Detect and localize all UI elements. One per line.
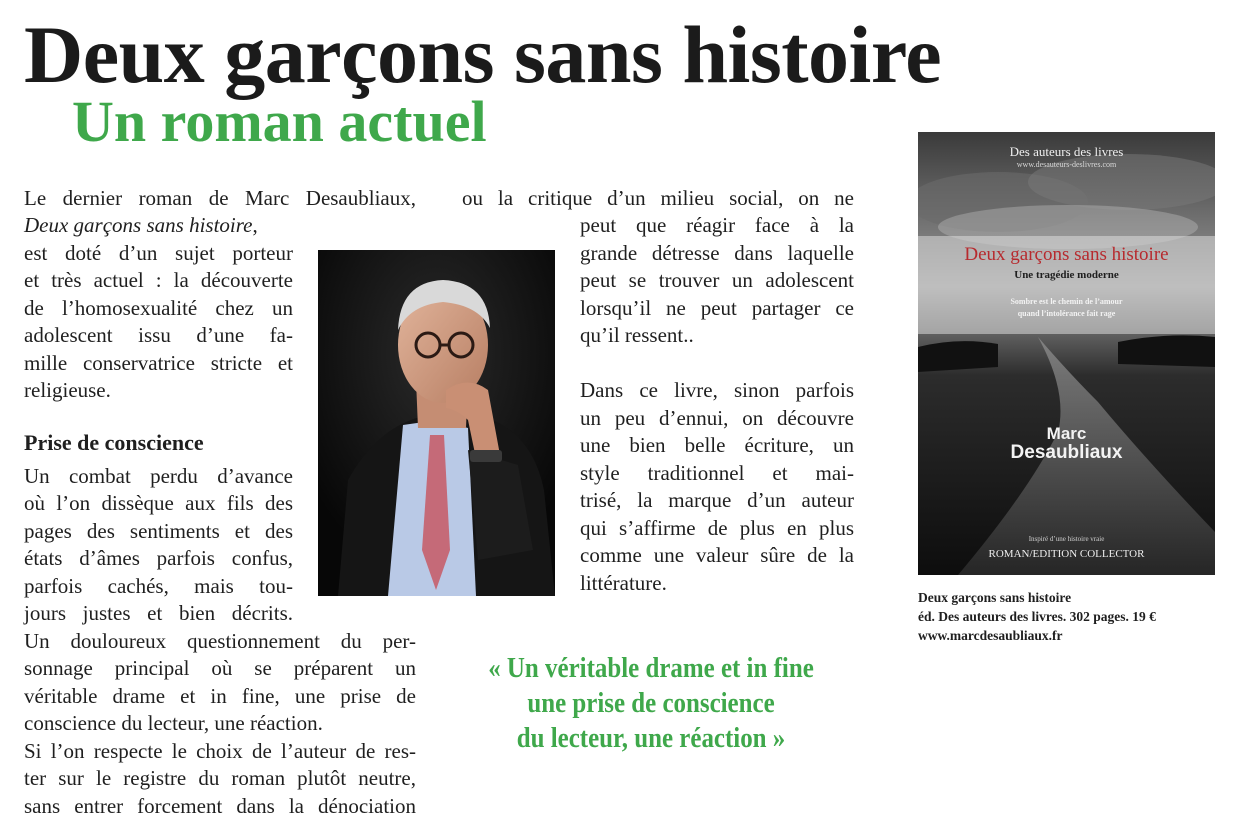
text-line: et très actuel : la découverte xyxy=(24,268,293,292)
text-line: comme une valeur sûre de la xyxy=(580,543,854,567)
text-line: qu’il ressent.. xyxy=(580,323,694,347)
text-line: style traditionnel et mai- xyxy=(580,461,854,485)
pull-quote-line: du lecteur, une réaction » xyxy=(516,722,786,754)
section-heading: Prise de conscience xyxy=(24,430,204,455)
book-cover xyxy=(918,132,1215,575)
cover-tagline: Sombre est le chemin de l’amour xyxy=(1010,297,1123,306)
text-line: trisé, la marque d’un auteur xyxy=(580,488,854,512)
cover-author-last: Desaubliaux xyxy=(1010,442,1123,463)
text-line: peut se trouver un adolescent xyxy=(580,268,854,292)
text-line: Un douloureux questionnement du per- xyxy=(24,629,416,653)
text-line: adolescent issu d’une fa- xyxy=(24,323,293,347)
text-line: qui s’affirme de plus en plus xyxy=(580,516,854,540)
text-line: une bien belle écriture, un xyxy=(580,433,854,457)
cover-subtitle: Une tragédie moderne xyxy=(1014,269,1119,281)
text-line: peut que réagir face à la xyxy=(580,213,854,237)
book-title-italic: Deux garçons sans histoire xyxy=(24,213,253,237)
cover-title: Deux garçons sans histoire xyxy=(964,244,1169,265)
text-line: de l’homosexualité chez un xyxy=(24,296,293,320)
text-line: est doté d’un sujet porteur xyxy=(24,241,293,265)
text-line: pages des sentiments et des xyxy=(24,519,293,543)
text-line: religieuse. xyxy=(24,378,111,402)
cover-publisher: Des auteurs des livres xyxy=(1009,144,1124,159)
cover-note: Inspiré d’une histoire vraie xyxy=(1028,535,1105,543)
cover-author-first: Marc xyxy=(1046,424,1087,443)
cover-collection: ROMAN/EDITION COLLECTOR xyxy=(988,548,1145,560)
text-line: Dans ce livre, sinon parfois xyxy=(580,378,854,402)
text-line: Le dernier roman de Marc Desaubliaux, xyxy=(24,186,416,210)
text-line: jours justes et bien décrits. xyxy=(24,601,293,625)
pull-quote-line: une prise de conscience xyxy=(527,687,775,719)
cover-tagline: quand l’intolérance fait rage xyxy=(1017,309,1116,318)
text-line: états d’âmes parfois confus, xyxy=(24,546,293,570)
text-line: Un combat perdu d’avance xyxy=(24,464,293,488)
caption-title: Deux garçons sans histoire xyxy=(918,590,1072,605)
pull-quote-line: « Un véritable drame et in fine xyxy=(488,652,814,684)
text-line xyxy=(24,212,294,239)
text-line: sans entrer forcement dans la dénociation xyxy=(24,794,416,818)
article-title: Deux garçons sans histoire xyxy=(24,9,942,100)
text-line: ou la critique d’un milieu social, on ne xyxy=(462,186,854,210)
text-line: parfois cachés, mais tou- xyxy=(24,574,293,598)
text-line: ter sur le registre du roman plutôt neutre, xyxy=(24,766,416,790)
cover-url: www.desauteurs-deslivres.com xyxy=(1016,160,1117,169)
text-line: sonnage principal où se préparent un xyxy=(24,656,416,680)
text-line: conscience du lecteur, une réaction. xyxy=(24,711,323,735)
caption-publisher: éd. Des auteurs des livres. 302 pages. 19 € xyxy=(918,609,1156,624)
text-line: lorsqu’il ne peut partager ce xyxy=(580,296,854,320)
text-line: où l’on dissèque aux fils des xyxy=(24,491,293,515)
text-line: un peu d’ennui, on découvre xyxy=(580,406,854,430)
text-line: grande détresse dans laquelle xyxy=(580,241,854,265)
portrait-image xyxy=(318,250,555,596)
pull-quote xyxy=(483,651,818,756)
text-line: véritable drame et in fine, une prise de xyxy=(24,684,416,708)
article-subtitle: Un roman actuel xyxy=(72,89,487,154)
text-line: mille conservatrice stricte et xyxy=(24,351,293,375)
author-portrait xyxy=(318,250,555,596)
text-line: littérature. xyxy=(580,571,667,595)
text-line: Si l’on respecte le choix de l’auteur de res- xyxy=(24,739,416,763)
cover-artwork xyxy=(918,132,1215,575)
caption-url[interactable]: www.marcdesaubliaux.fr xyxy=(918,628,1063,643)
comma: , xyxy=(252,213,258,237)
